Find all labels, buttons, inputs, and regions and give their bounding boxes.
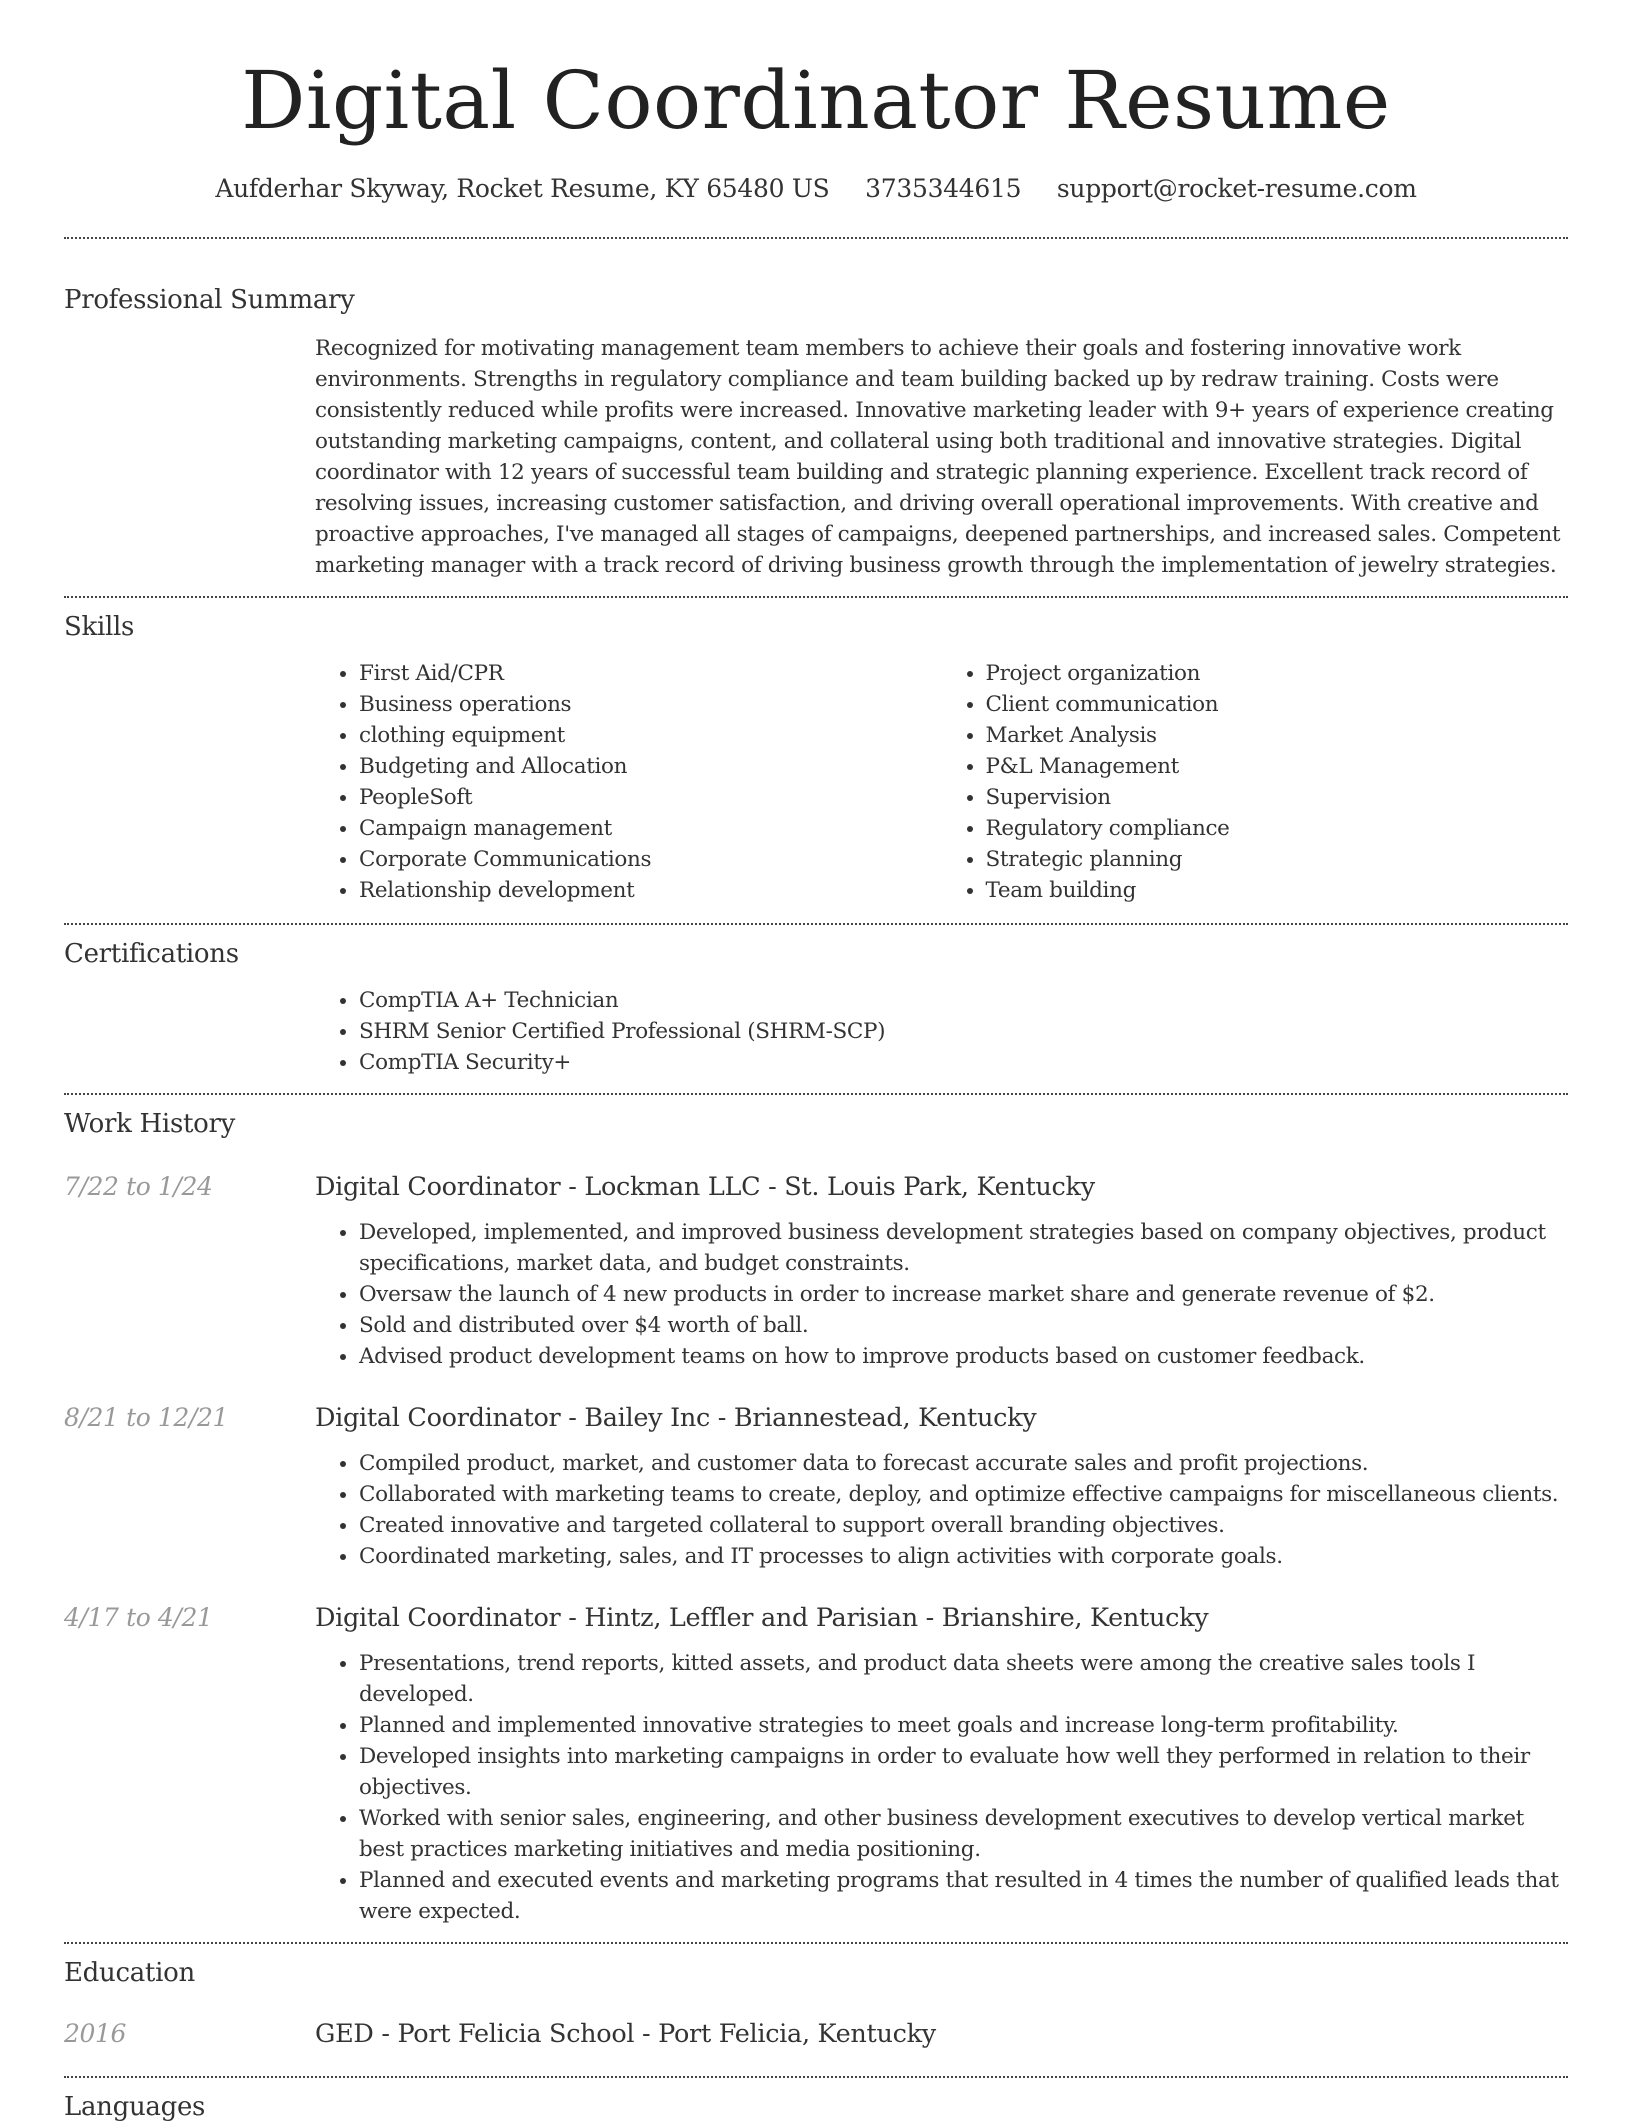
job-date: 7/22 to 1/24 <box>64 1172 213 1201</box>
job-bullets <box>315 1217 1568 1372</box>
skill-item: • Corporate Communications <box>359 844 942 875</box>
skill-item: • Regulatory compliance <box>986 813 1569 844</box>
job-bullet: • Planned and implemented innovative strategies to meet goals and increase long-term profitability. <box>359 1710 1568 1741</box>
education-entry <box>64 2016 1568 2052</box>
job-bullets <box>315 1448 1568 1572</box>
summary-text: Recognized for motivating management team members to achieve their goals and fostering innovative work environments. Strengths in regulatory compliance and team building backed up by redraw training. Costs were consistently reduced while profits were increased. Innovative marketing leader with 9+ years of experience creating outstanding marketing campaigns, content, and collateral using both traditional and innovative strategies. Digital coordinator with 12 years of successful team building and strategic planning experience. Excellent track record of resolving issues, increasing customer satisfaction, and driving overall operational improvements. With creative and proactive approaches, I've managed all stages of campaigns, deepened partnerships, and increased sales. Competent marketing manager with a track record of driving business growth through the implementation of jewelry strategies. <box>315 336 1561 578</box>
job-bullet: • Coordinated marketing, sales, and IT processes to align activities with corporate goals. <box>359 1541 1568 1572</box>
job-bullet: • Developed insights into marketing campaigns in order to evaluate how well they performed in relation to their objectives. <box>359 1741 1568 1803</box>
skill-item: • Team building <box>986 875 1569 906</box>
education-section <box>64 1944 1568 2052</box>
contact-email: support@rocket-resume.com <box>1056 174 1417 203</box>
job-entry <box>64 1400 1568 1572</box>
job-title: Digital Coordinator - Lockman LLC - St. Louis Park, Kentucky <box>315 1172 1095 1202</box>
job-bullet: • Developed, implemented, and improved business development strategies based on company objectives, product specifications, market data, and budget constraints. <box>359 1217 1568 1279</box>
contact-address: Aufderhar Skyway, Rocket Resume, KY 65480 US <box>215 174 830 203</box>
work-history-heading: Work History <box>64 1109 236 1139</box>
skill-item: • Relationship development <box>359 875 942 906</box>
skill-item: • Project organization <box>986 658 1569 689</box>
resume-title: Digital Coordinator Resume <box>241 54 1391 147</box>
job-entry <box>64 1169 1568 1372</box>
job-bullet: • Presentations, trend reports, kitted assets, and product data sheets were among the creative sales tools I developed. <box>359 1648 1568 1710</box>
job-bullet: • Sold and distributed over $4 worth of ball. <box>359 1310 1568 1341</box>
job-entry <box>64 1600 1568 1927</box>
skill-item: • P&L Management <box>986 751 1569 782</box>
skill-item: • clothing equipment <box>359 720 942 751</box>
languages-heading: Languages <box>64 2092 206 2122</box>
skills-list-right <box>942 658 1569 906</box>
skill-item: • PeopleSoft <box>359 782 942 813</box>
skill-item: • Budgeting and Allocation <box>359 751 942 782</box>
job-bullet: • Oversaw the launch of 4 new products in order to increase market share and generate revenue of $2. <box>359 1279 1568 1310</box>
work-history-section <box>64 1095 1568 1927</box>
contact-phone: 3735344615 <box>865 174 1022 203</box>
languages-section <box>64 2078 1568 2126</box>
skill-item: • Market Analysis <box>986 720 1569 751</box>
job-title: Digital Coordinator - Bailey Inc - Briannestead, Kentucky <box>315 1403 1037 1433</box>
job-bullet: • Worked with senior sales, engineering, and other business development executives to develop vertical market best practices marketing initiatives and media positioning. <box>359 1803 1568 1865</box>
job-date: 4/17 to 4/21 <box>64 1603 213 1632</box>
skill-item: • First Aid/CPR <box>359 658 942 689</box>
skill-item: • Campaign management <box>359 813 942 844</box>
certification-item: • CompTIA Security+ <box>359 1047 1568 1078</box>
certifications-heading: Certifications <box>64 939 239 969</box>
resume-page <box>64 0 1568 2126</box>
education-date: 2016 <box>64 2019 127 2048</box>
certification-item: • SHRM Senior Certified Professional (SHRM-SCP) <box>359 1016 1568 1047</box>
skill-item: • Strategic planning <box>986 844 1569 875</box>
job-bullet: • Compiled product, market, and customer data to forecast accurate sales and profit projections. <box>359 1448 1568 1479</box>
job-date: 8/21 to 12/21 <box>64 1403 228 1432</box>
skill-item: • Business operations <box>359 689 942 720</box>
education-heading: Education <box>64 1958 195 1988</box>
job-bullet: • Advised product development teams on how to improve products based on customer feedback. <box>359 1341 1568 1372</box>
summary-section <box>64 239 1568 581</box>
skills-section <box>64 598 1568 906</box>
contact-line <box>64 174 1568 203</box>
certifications-list <box>315 985 1568 1078</box>
skills-heading: Skills <box>64 612 135 642</box>
job-bullet: • Planned and executed events and marketing programs that resulted in 4 times the number of qualified leads that were expected. <box>359 1865 1568 1927</box>
certification-item: • CompTIA A+ Technician <box>359 985 1568 1016</box>
summary-heading: Professional Summary <box>64 285 355 315</box>
skill-item: • Supervision <box>986 782 1569 813</box>
skills-list-left <box>315 658 942 906</box>
job-title: Digital Coordinator - Hintz, Leffler and Parisian - Brianshire, Kentucky <box>315 1603 1209 1633</box>
job-bullet: • Created innovative and targeted collateral to support overall branding objectives. <box>359 1510 1568 1541</box>
certifications-section <box>64 925 1568 1078</box>
jobs <box>64 1169 1568 1927</box>
job-bullet: • Collaborated with marketing teams to create, deploy, and optimize effective campaigns for miscellaneous clients. <box>359 1479 1568 1510</box>
education-title: GED - Port Felicia School - Port Felicia, Kentucky <box>315 2019 936 2049</box>
skill-item: • Client communication <box>986 689 1569 720</box>
job-bullets <box>315 1648 1568 1927</box>
